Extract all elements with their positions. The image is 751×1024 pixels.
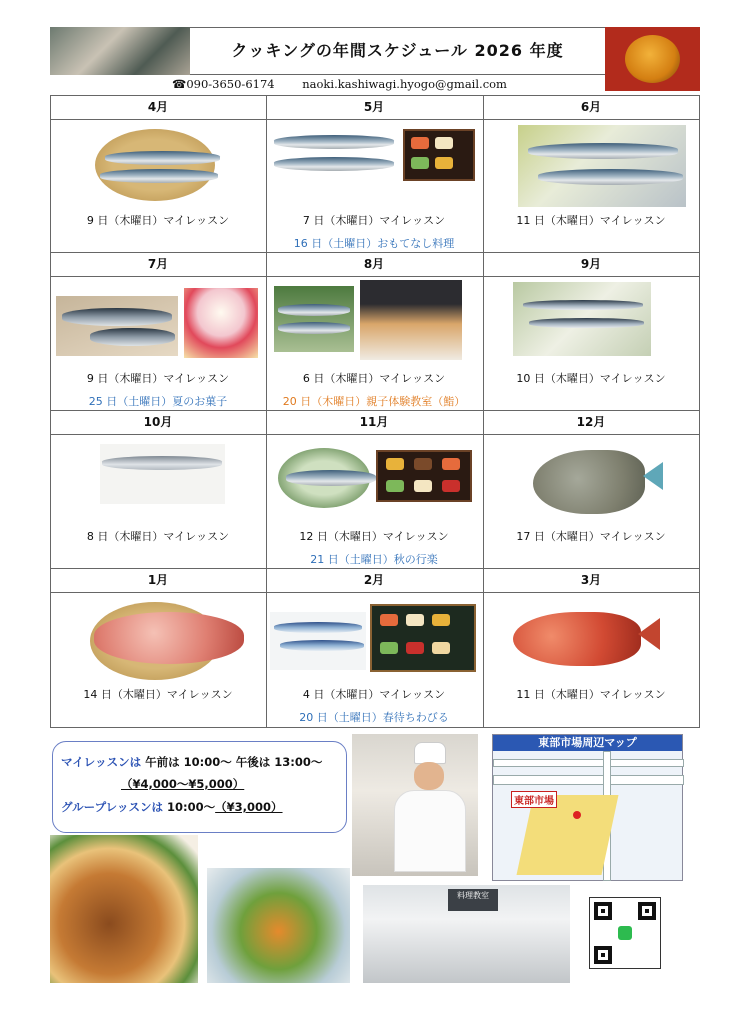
month-label: 3月	[580, 573, 602, 587]
month-label: 11月	[359, 415, 389, 429]
page-title: クッキングの年間スケジュール 2026 年度	[231, 41, 564, 60]
fish-platter-image	[518, 125, 686, 207]
mackerel-image	[274, 135, 394, 149]
fish-shape	[274, 157, 394, 171]
group-lesson-time: 10:00～	[167, 800, 216, 814]
lesson-date: 14 日（木曜日）マイレッスン	[83, 688, 233, 701]
my-lesson-line	[61, 754, 322, 770]
lesson-date: 11 日（木曜日）マイレッスン	[516, 214, 666, 227]
lesson-date: 17 日（木曜日）マイレッスン	[516, 530, 666, 543]
map-pin-icon	[573, 811, 581, 819]
bento-image	[403, 129, 475, 181]
lesson-date: 4 日（木曜日）マイレッスン	[302, 688, 446, 701]
event-date: 20 日（木曜日）親子体験教室（鮨）	[282, 395, 466, 408]
classroom-photo	[363, 885, 570, 983]
gurnard-image	[513, 612, 641, 666]
month-label: 9月	[580, 257, 602, 271]
horse-mackerel-image	[95, 129, 215, 201]
event-date: 25 日（土曜日）夏のお菓子	[88, 395, 228, 408]
bento-image	[376, 450, 472, 502]
month-cell-november	[266, 410, 482, 568]
my-lesson-price: （¥4,000～¥5,000）	[121, 777, 245, 791]
lesson-date: 7 日（木曜日）マイレッスン	[302, 214, 446, 227]
filefish-image	[533, 450, 645, 514]
fish-shape	[100, 169, 218, 183]
sardine-image	[274, 286, 354, 352]
event-date: 16 日（土曜日）おもてなし料理	[293, 237, 455, 250]
month-label: 1月	[147, 573, 169, 587]
event-date: 20 日（土曜日）春待ちわびる	[299, 711, 449, 724]
fish-tail	[643, 462, 663, 490]
bonito-image	[56, 296, 178, 356]
month-label: 6月	[580, 100, 602, 114]
month-cell-may	[266, 95, 482, 252]
contact-line	[172, 77, 531, 91]
month-label: 12月	[576, 415, 606, 429]
qr-code-icon[interactable]	[589, 897, 661, 969]
month-cell-june	[483, 95, 699, 252]
month-cell-september	[483, 252, 699, 410]
fish-shape	[538, 169, 683, 185]
month-cell-october	[50, 410, 266, 568]
fish-tail	[638, 618, 660, 650]
month-cell-july	[50, 252, 266, 410]
my-lesson-label: マイレッスンは	[61, 755, 142, 769]
fish-shape	[523, 300, 643, 310]
fish-shape	[286, 470, 376, 486]
party-food-photo	[50, 835, 198, 983]
group-lesson-label: グループレッスンは	[61, 800, 164, 814]
lesson-date: 8 日（木曜日）マイレッスン	[86, 530, 230, 543]
sushi-image	[360, 280, 462, 360]
phone-number: ☎090-3650-6174	[172, 77, 275, 91]
group-lesson-price: （¥3,000）	[215, 800, 283, 814]
kitchen-photo	[50, 27, 190, 75]
platter-photo	[207, 868, 350, 983]
lesson-date: 9 日（木曜日）マイレッスン	[86, 372, 230, 385]
lesson-date: 10 日（木曜日）マイレッスン	[516, 372, 666, 385]
lesson-date: 9 日（木曜日）マイレッスン	[86, 214, 230, 227]
fish-shape	[278, 322, 350, 334]
month-cell-february	[266, 568, 482, 727]
map-road	[493, 775, 684, 785]
fish-shape	[102, 456, 222, 470]
email-address: naoki.kashiwagi.hyogo@gmail.com	[302, 77, 507, 91]
map-market-label: 東部市場	[511, 791, 557, 808]
group-lesson-line	[61, 799, 283, 815]
month-label: 10月	[143, 415, 173, 429]
lesson-date: 11 日（木曜日）マイレッスン	[516, 688, 666, 701]
month-label: 5月	[363, 100, 385, 114]
parfait-image	[184, 288, 258, 358]
fish-shape	[278, 304, 350, 316]
schedule-grid	[50, 95, 700, 728]
month-cell-march	[483, 568, 699, 727]
lesson-date: 12 日（木曜日）マイレッスン	[299, 530, 449, 543]
classroom-sign: 料理教室	[448, 889, 498, 911]
lesson-date: 6 日（木曜日）マイレッスン	[302, 372, 446, 385]
cutlassfish-image	[100, 444, 225, 504]
fish-shape	[529, 318, 644, 328]
area-map	[492, 734, 683, 881]
month-cell-january	[50, 568, 266, 727]
month-cell-april	[50, 95, 266, 252]
event-date: 21 日（土曜日）秋の行楽	[310, 553, 438, 566]
bento-image	[370, 604, 476, 672]
my-lesson-times: 午前は 10:00～ 午後は 13:00～	[145, 755, 323, 769]
fish-shape	[280, 640, 364, 651]
fish-shape	[90, 328, 175, 346]
fish-shape	[62, 308, 172, 326]
fish-shape	[105, 151, 220, 165]
month-label: 8月	[363, 257, 385, 271]
month-cell-august	[266, 252, 482, 410]
chef-photo	[352, 734, 478, 876]
month-label: 7月	[147, 257, 169, 271]
month-cell-december	[483, 410, 699, 568]
lesson-info-box	[52, 741, 347, 833]
line-logo-icon	[618, 926, 632, 940]
dish-photo	[605, 27, 700, 91]
map-title: 東部市場周辺マップ	[493, 735, 682, 751]
sea-bream-image	[94, 612, 244, 664]
map-road	[493, 759, 684, 767]
fish-shape	[528, 143, 678, 159]
month-label: 2月	[363, 573, 385, 587]
month-label: 4月	[147, 100, 169, 114]
fish-shape	[274, 622, 362, 633]
